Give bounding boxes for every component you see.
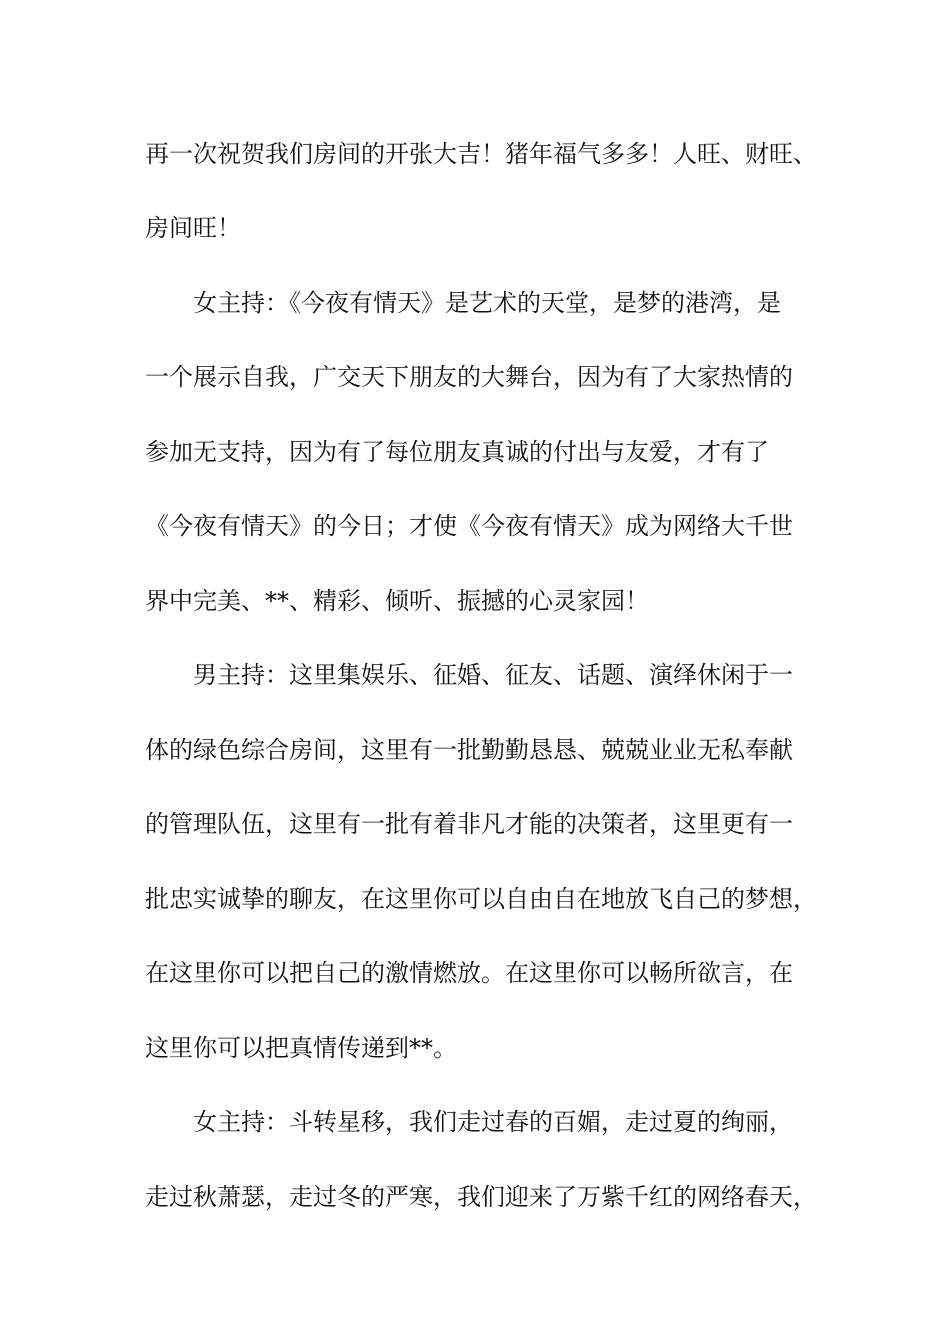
text-line: 在这里你可以把自己的激情燃放。在这里你可以畅所欲言，在 bbox=[145, 959, 793, 987]
text-line: 走过秋萧瑟，走过冬的严寒，我们迎来了万紫千红的网络春天， bbox=[145, 1183, 817, 1211]
text-line: 房间旺！ bbox=[145, 214, 241, 242]
text-line: 再一次祝贺我们房间的开张大吉！猪年福气多多！人旺、财旺、 bbox=[145, 140, 817, 168]
text-line: 的管理队伍，这里有一批有着非凡才能的决策者，这里更有一 bbox=[145, 810, 793, 838]
paragraph-start: 女主持：《今夜有情天》是艺术的天堂，是梦的港湾，是 bbox=[193, 289, 781, 317]
text-line: 《今夜有情天》的今日；才使《今夜有情天》成为网络大千世 bbox=[145, 512, 793, 540]
text-line: 这里你可以把真情传递到**。 bbox=[145, 1034, 457, 1062]
text-line: 批忠实诚挚的聊友，在这里你可以自由自在地放飞自己的梦想， bbox=[145, 885, 817, 913]
text-line: 界中完美、**、精彩、倾听、振撼的心灵家园！ bbox=[145, 587, 649, 615]
text-line: 体的绿色综合房间，这里有一批勤勤恳恳、兢兢业业无私奉献 bbox=[145, 736, 793, 764]
paragraph-start: 男主持：这里集娱乐、征婚、征友、话题、演绎休闲于一 bbox=[193, 661, 793, 689]
text-line: 一个展示自我，广交天下朋友的大舞台，因为有了大家热情的 bbox=[145, 363, 793, 391]
paragraph-start: 女主持：斗转星移，我们走过春的百媚，走过夏的绚丽， bbox=[193, 1108, 793, 1136]
text-line: 参加无支持，因为有了每位朋友真诚的付出与友爱，才有了 bbox=[145, 438, 769, 466]
